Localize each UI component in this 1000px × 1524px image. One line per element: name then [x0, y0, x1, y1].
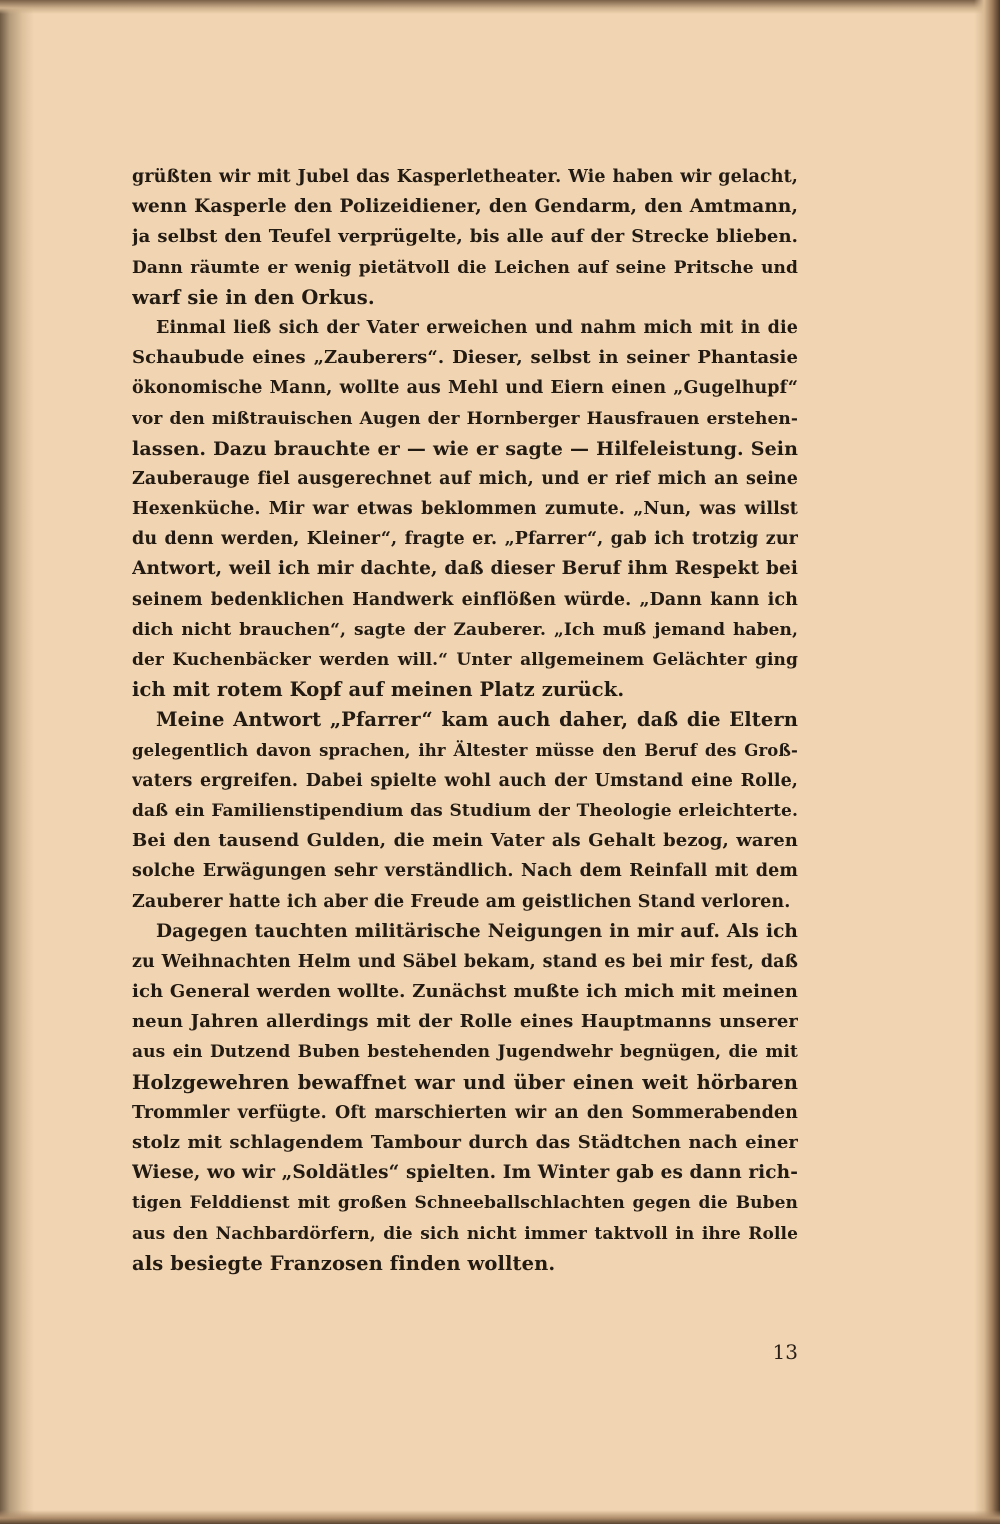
text-line: aus den Nachbardörfern, die sich nicht immer taktvoll in ihre Rolle: [132, 1223, 798, 1244]
text-line: ökonomische Mann, wollte aus Mehl und Eiern einen „Gugelhupf“: [132, 378, 798, 399]
text-line: grüßten wir mit Jubel das Kasperletheater. Wie haben wir gelacht,: [132, 167, 798, 187]
text-line: Antwort, weil ich mir dachte, daß dieser Beruf ihm Respekt bei: [132, 558, 798, 580]
text-line: zu Weihnachten Helm und Säbel bekam, stand es bei mir fest, daß: [132, 951, 798, 972]
text-line: aus ein Dutzend Buben bestehenden Jugendwehr begnügen, die mit: [132, 1042, 798, 1063]
text-line: seinem bedenklichen Handwerk einflößen würde. „Dann kann ich: [132, 589, 798, 610]
text-line: vor den mißtrauischen Augen der Hornberger Hausfrauen erstehen-: [132, 408, 798, 429]
text-line: Dagegen tauchten militärische Neigungen in mir auf. Als ich: [156, 920, 798, 942]
text-line: Meine Antwort „Pfarrer“ kam auch daher, daß die Eltern: [156, 708, 798, 732]
text-line: Holzgewehren bewaffnet war und über einen weit hörbaren: [132, 1070, 798, 1094]
paragraph: [132, 917, 798, 1279]
text-line: warf sie in den Orkus.: [132, 285, 375, 309]
text-line: Dann räumte er wenig pietätvoll die Leichen auf seine Pritsche und: [132, 257, 798, 278]
text-line: solche Erwägungen sehr verständlich. Nach dem Reinfall mit dem: [132, 861, 798, 882]
text-line: Hexenküche. Mir war etwas beklommen zumute. „Nun, was willst: [132, 499, 798, 520]
text-line: der Kuchenbäcker werden will.“ Unter allgemeinem Gelächter ging: [132, 650, 798, 670]
top-edge-shadow: [0, 0, 1000, 14]
text-line: daß ein Familienstipendium das Studium der Theologie erleichterte.: [132, 800, 798, 821]
text-line: ich General werden wollte. Zunächst mußte ich mich mit meinen: [132, 981, 798, 1003]
page-number: 13: [772, 1340, 798, 1364]
paragraph: [132, 705, 798, 916]
text-line: wenn Kasperle den Polizeidiener, den Gendarm, den Amtmann,: [132, 196, 798, 218]
bottom-page-edge: [0, 1510, 1000, 1524]
text-line: Wiese, wo wir „Soldätles“ spielten. Im Winter gab es dann rich-: [132, 1162, 798, 1184]
body-text: [132, 162, 798, 1279]
text-line: stolz mit schlagendem Tambour durch das Städtchen nach einer: [132, 1132, 798, 1153]
text-line: Einmal ließ sich der Vater erweichen und nahm mich mit in die: [156, 317, 798, 338]
binding-shadow: [0, 0, 34, 1524]
text-line: vaters ergreifen. Dabei spielte wohl auch der Umstand eine Rolle,: [132, 770, 798, 791]
right-page-edge: [974, 0, 1000, 1524]
text-line: du denn werden, Kleiner“, fragte er. „Pfarrer“, gab ich trotzig zur: [132, 529, 798, 550]
text-line: tigen Felddienst mit großen Schneeballschlachten gegen die Buben: [132, 1193, 798, 1214]
paragraph: [132, 313, 798, 705]
text-line: ich mit rotem Kopf auf meinen Platz zurück.: [132, 678, 625, 702]
text-line: dich nicht brauchen“, sagte der Zauberer. „Ich muß jemand haben,: [132, 619, 798, 640]
text-line: Zauberauge fiel ausgerechnet auf mich, und er rief mich an seine: [132, 468, 798, 489]
paragraph: [132, 162, 798, 313]
text-line: Zauberer hatte ich aber die Freude am geistlichen Stand verloren.: [132, 891, 791, 912]
text-line: Bei den tausend Gulden, die mein Vater als Gehalt bezog, waren: [132, 830, 798, 852]
text-line: Trommler verfügte. Oft marschierten wir an den Sommerabenden: [132, 1102, 798, 1123]
text-line: gelegentlich davon sprachen, ihr Ältester müsse den Beruf des Groß-: [132, 740, 798, 760]
text-line: neun Jahren allerdings mit der Rolle eines Hauptmanns unserer: [132, 1011, 798, 1033]
text-line: als besiegte Franzosen finden wollten.: [132, 1251, 556, 1275]
text-line: lassen. Dazu brauchte er — wie er sagte — Hilfeleistung. Sein: [132, 437, 798, 460]
text-line: Schaubude eines „Zauberers“. Dieser, selbst in seiner Phantasie: [132, 347, 798, 369]
text-line: ja selbst den Teufel verprügelte, bis alle auf der Strecke blieben.: [132, 226, 798, 248]
